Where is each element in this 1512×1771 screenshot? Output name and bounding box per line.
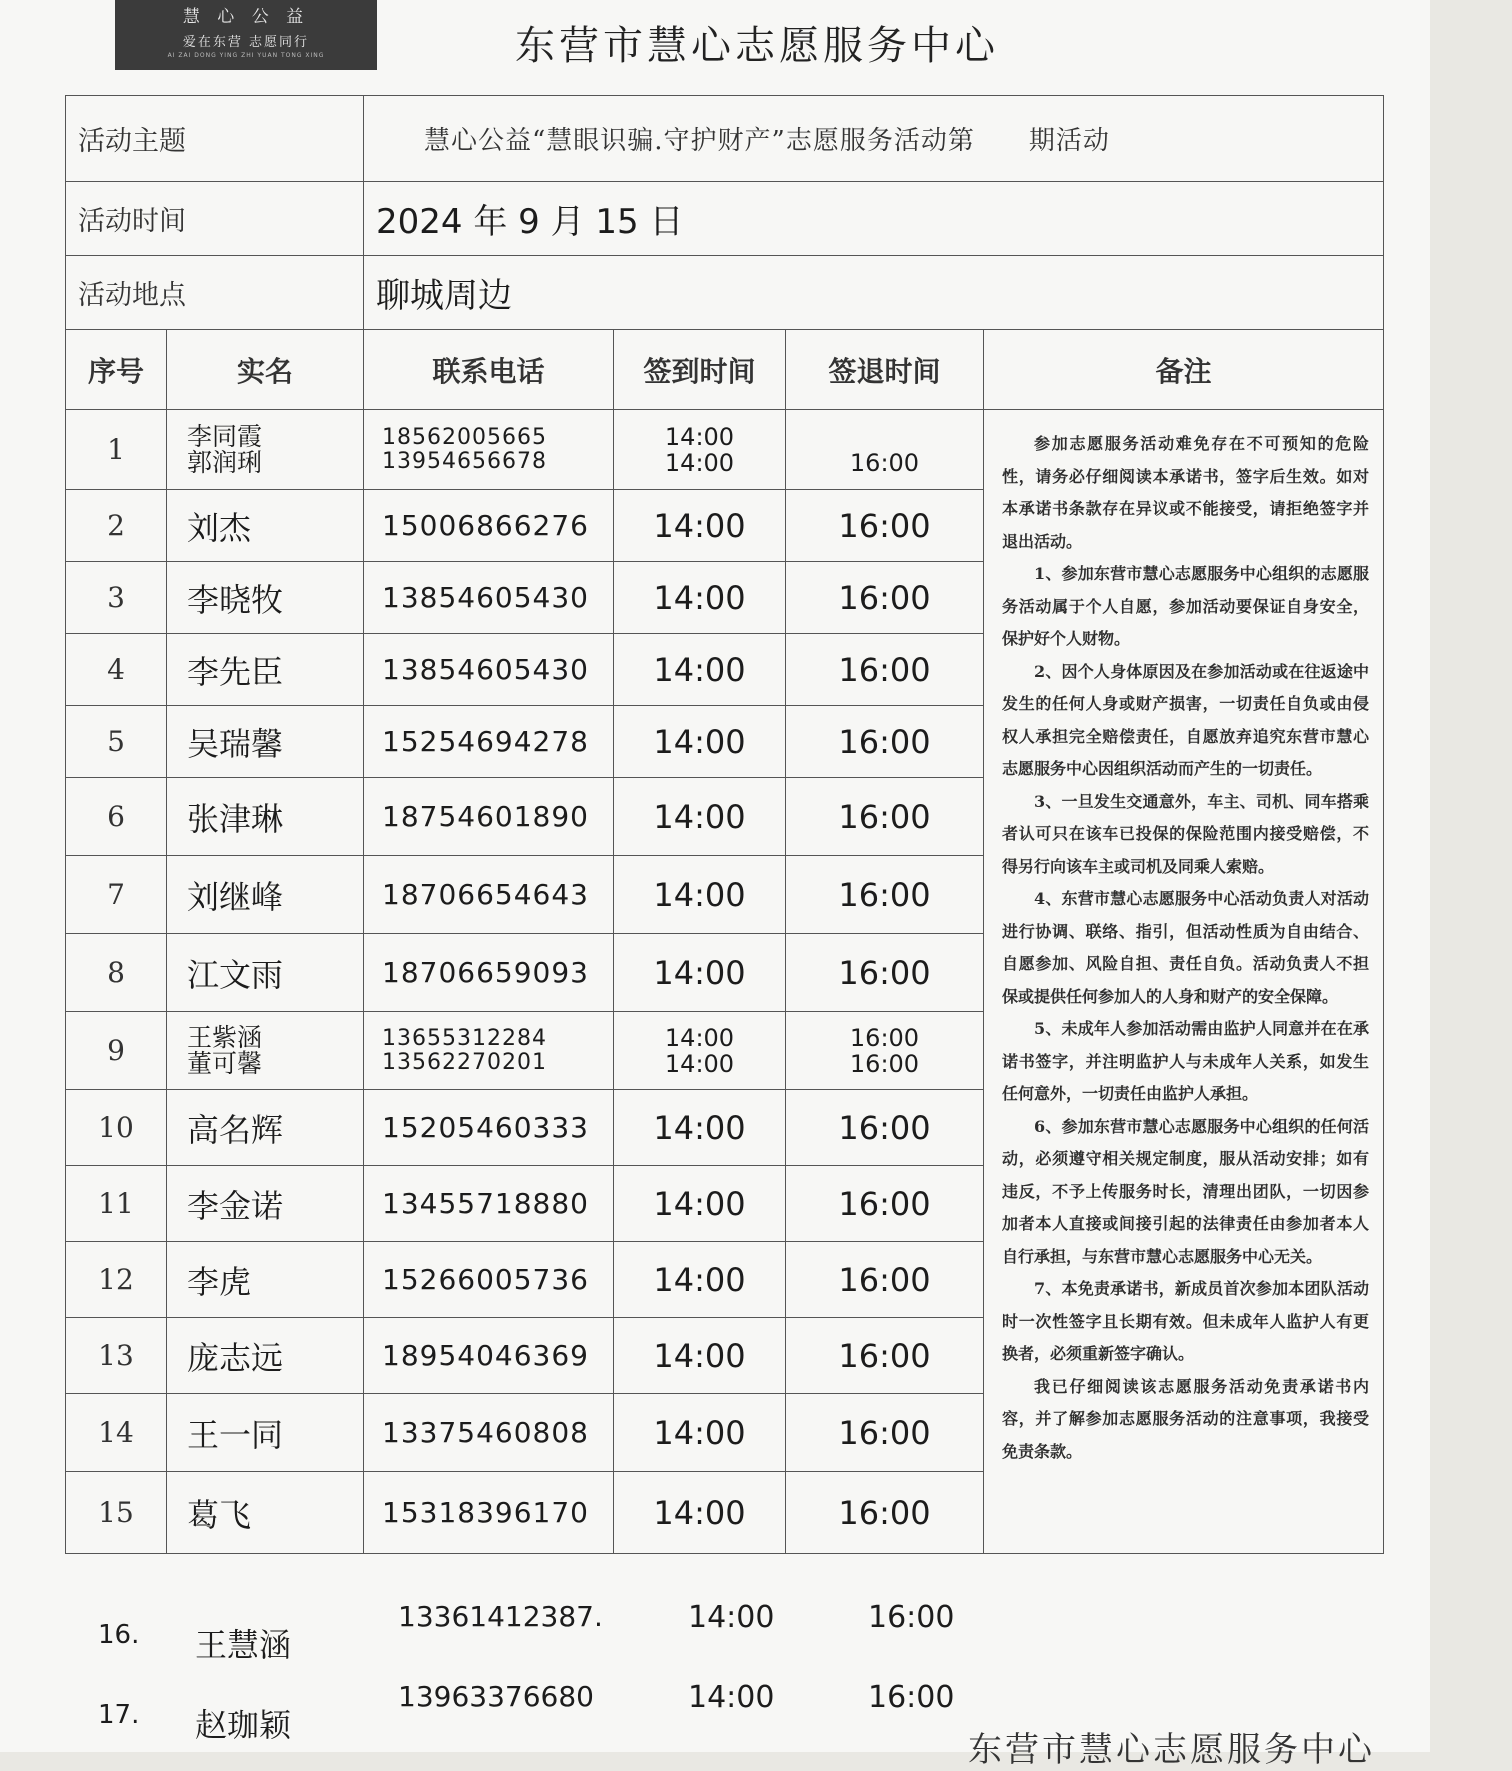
phone-number: 15205460333	[364, 1090, 614, 1166]
extra-signin-time: 14:00	[688, 1600, 775, 1635]
signin-time: 14:00	[614, 1242, 786, 1318]
volunteer-name: 刘继峰	[167, 856, 364, 934]
extra-signin-time: 14:00	[688, 1680, 775, 1715]
seq-number: 12	[66, 1242, 167, 1318]
phone-number: 13375460808	[364, 1394, 614, 1472]
volunteer-name: 张津琳	[167, 778, 364, 856]
seq-number: 10	[66, 1090, 167, 1166]
disclaimer-paragraph: 5、未成年人参加活动需由监护人同意并在在承诺书签字，并注明监护人与未成年人关系，如发生任何意外，一切责任由监护人承担。	[1002, 1019, 1370, 1103]
signin-time: 14:00	[614, 1472, 786, 1554]
phone-number: 13854605430	[364, 562, 614, 634]
phone-number: 18954046369	[364, 1318, 614, 1394]
topic-label: 活动主题	[66, 96, 364, 182]
volunteer-name: 葛飞	[167, 1472, 364, 1554]
extra-seq-number: 16.	[98, 1620, 140, 1650]
place-label: 活动地点	[66, 256, 364, 330]
signin-time: 14:00 14:00	[614, 410, 786, 490]
logo-name: 慧 心 公 益	[182, 7, 310, 27]
signout-time: 16:00	[786, 1242, 984, 1318]
phone-number: 15266005736	[364, 1242, 614, 1318]
phone-number: 15318396170	[364, 1472, 614, 1554]
signout-time: 16:00	[786, 1166, 984, 1242]
volunteer-name: 李虎	[167, 1242, 364, 1318]
signout-time: 16:00	[786, 856, 984, 934]
extra-signout-time: 16:00	[868, 1680, 955, 1715]
signout-time: 16:00	[786, 634, 984, 706]
extra-volunteer-name: 王慧涵	[195, 1626, 292, 1664]
volunteer-name: 李先臣	[167, 634, 364, 706]
disclaimer-paragraph: 2、因个人身体原因及在参加活动或在往返途中发生的任何人身或财产损害，一切责任自负或由侵权人承担完全赔偿责任，自愿放弃追究东营市慧心志愿服务中心因组织活动而产生的一切责任。	[1002, 661, 1370, 778]
seq-number: 4	[66, 634, 167, 706]
header-phone: 联系电话	[364, 330, 614, 410]
time-row	[66, 182, 1384, 256]
extra-signout-time: 16:00	[868, 1600, 955, 1635]
phone-number: 13655312284 13562270201	[364, 1012, 614, 1090]
signin-time: 14:00	[614, 1394, 786, 1472]
seq-number: 2	[66, 490, 167, 562]
disclaimer-paragraph: 6、参加东营市慧心志愿服务中心组织的任何活动，必须遵守相关规定制度，服从活动安排；如有违反，不予上传服务时长，清理出团队，一切因参加者本人直接或间接引起的法律责任由参加者本人自行承担，与东营市慧心志愿服务中心无关。	[1002, 1116, 1370, 1266]
seq-number: 15	[66, 1472, 167, 1554]
seq-number: 13	[66, 1318, 167, 1394]
phone-number: 15006866276	[364, 490, 614, 562]
signout-time: 16:00	[786, 1394, 984, 1472]
seq-number: 14	[66, 1394, 167, 1472]
signin-time: 14:00	[614, 706, 786, 778]
extra-volunteer-name: 赵珈颖	[195, 1706, 292, 1744]
phone-number: 18706659093	[364, 934, 614, 1012]
seq-number: 1	[66, 410, 167, 490]
extra-phone-number: 13963376680	[398, 1680, 594, 1713]
header-remarks: 备注	[984, 330, 1384, 410]
signin-table	[65, 95, 1384, 1554]
seq-number: 8	[66, 934, 167, 1012]
header-seq: 序号	[66, 330, 167, 410]
signout-time: 16:00	[786, 1318, 984, 1394]
phone-number: 13854605430	[364, 634, 614, 706]
signout-time: 16:00	[786, 1472, 984, 1554]
phone-number: 18562005665 13954656678	[364, 410, 614, 490]
disclaimer-paragraph: 7、本免责承诺书，新成员首次参加本团队活动时一次性签字且长期有效。但未成年人监护人有更换者，必须重新签字确认。	[1002, 1279, 1370, 1363]
page-title: 东营市慧心志愿服务中心	[515, 23, 999, 69]
volunteer-name: 江文雨	[167, 934, 364, 1012]
signin-time: 14:00	[614, 1166, 786, 1242]
volunteer-name: 王紫涵 董可馨	[167, 1012, 364, 1090]
disclaimer-paragraph: 参加志愿服务活动难免存在不可预知的危险性，请务必仔细阅读本承诺书，签字后生效。如对本承诺书条款存在异议或不能接受，请拒绝签字并退出活动。	[1002, 434, 1370, 551]
volunteer-name: 庞志远	[167, 1318, 364, 1394]
organization-logo	[115, 0, 377, 70]
signin-time: 14:00	[614, 934, 786, 1012]
logo-pinyin: AI ZAI DONG YING ZHI YUAN TONG XING	[167, 52, 325, 59]
disclaimer-paragraph: 4、东营市慧心志愿服务中心活动负责人对活动进行协调、联络、指引，但活动性质为自由结合、自愿参加、风险自担、责任自负。活动负责人不担保或提供任何参加人的人身和财产的安全保障。	[1002, 889, 1370, 1006]
signin-time: 14:00	[614, 856, 786, 934]
signin-time: 14:00	[614, 1318, 786, 1394]
volunteer-name: 高名辉	[167, 1090, 364, 1166]
seq-number: 9	[66, 1012, 167, 1090]
place-value: 聊城周边	[364, 256, 1384, 330]
signout-time: 16:00	[786, 410, 984, 490]
time-value: 2024 年 9 月 15 日	[364, 182, 1384, 256]
seq-number: 3	[66, 562, 167, 634]
table-row	[66, 410, 1384, 490]
phone-number: 13455718880	[364, 1166, 614, 1242]
volunteer-name: 刘杰	[167, 490, 364, 562]
signin-time: 14:00	[614, 1090, 786, 1166]
signin-time: 14:00	[614, 778, 786, 856]
signin-time: 14:00	[614, 490, 786, 562]
time-label: 活动时间	[66, 182, 364, 256]
signout-time: 16:00	[786, 706, 984, 778]
phone-number: 18754601890	[364, 778, 614, 856]
topic-row	[66, 96, 1384, 182]
signout-time: 16:00	[786, 778, 984, 856]
volunteer-name: 吴瑞馨	[167, 706, 364, 778]
disclaimer-paragraph: 1、参加东营市慧心志愿服务中心组织的志愿服务活动属于个人自愿，参加活动要保证自身安全，保护好个人财物。	[1002, 564, 1370, 648]
seq-number: 7	[66, 856, 167, 934]
signout-time: 16:00	[786, 562, 984, 634]
volunteer-name: 李晓牧	[167, 562, 364, 634]
signout-time: 16:00	[786, 1090, 984, 1166]
extra-seq-number: 17.	[98, 1700, 140, 1730]
signout-time: 16:00 16:00	[786, 1012, 984, 1090]
column-header-row	[66, 330, 1384, 410]
logo-slogan: 爱在东营 志愿同行	[182, 35, 310, 50]
volunteer-name: 李金诺	[167, 1166, 364, 1242]
disclaimer-paragraph: 3、一旦发生交通意外，车主、司机、同车搭乘者认可只在该车已投保的保险范围内接受赔偿，不得另行向该车主或司机及同乘人索赔。	[1002, 791, 1370, 876]
extra-phone-number: 13361412387.	[398, 1600, 603, 1633]
seq-number: 11	[66, 1166, 167, 1242]
signout-time: 16:00	[786, 934, 984, 1012]
volunteer-name: 王一同	[167, 1394, 364, 1472]
header-name: 实名	[167, 330, 364, 410]
signin-time: 14:00 14:00	[614, 1012, 786, 1090]
phone-number: 15254694278	[364, 706, 614, 778]
header-signout: 签退时间	[786, 330, 984, 410]
header-signin: 签到时间	[614, 330, 786, 410]
phone-number: 18706654643	[364, 856, 614, 934]
signin-time: 14:00	[614, 562, 786, 634]
signout-time: 16:00	[786, 490, 984, 562]
disclaimer-remarks	[984, 410, 1384, 1554]
footer-organization: 东营市慧心志愿服务中心	[968, 1730, 1375, 1770]
disclaimer-paragraph: 我已仔细阅读该志愿服务活动免责承诺书内容，并了解参加志愿服务活动的注意事项，我接受免责条款。	[1002, 1376, 1370, 1461]
seq-number: 5	[66, 706, 167, 778]
volunteer-name: 李同霞 郭润琍	[167, 410, 364, 490]
seq-number: 6	[66, 778, 167, 856]
place-row	[66, 256, 1384, 330]
signin-time: 14:00	[614, 634, 786, 706]
topic-value: 慧心公益“慧眼识骗.守护财产”志愿服务活动第 期活动	[364, 96, 1384, 182]
